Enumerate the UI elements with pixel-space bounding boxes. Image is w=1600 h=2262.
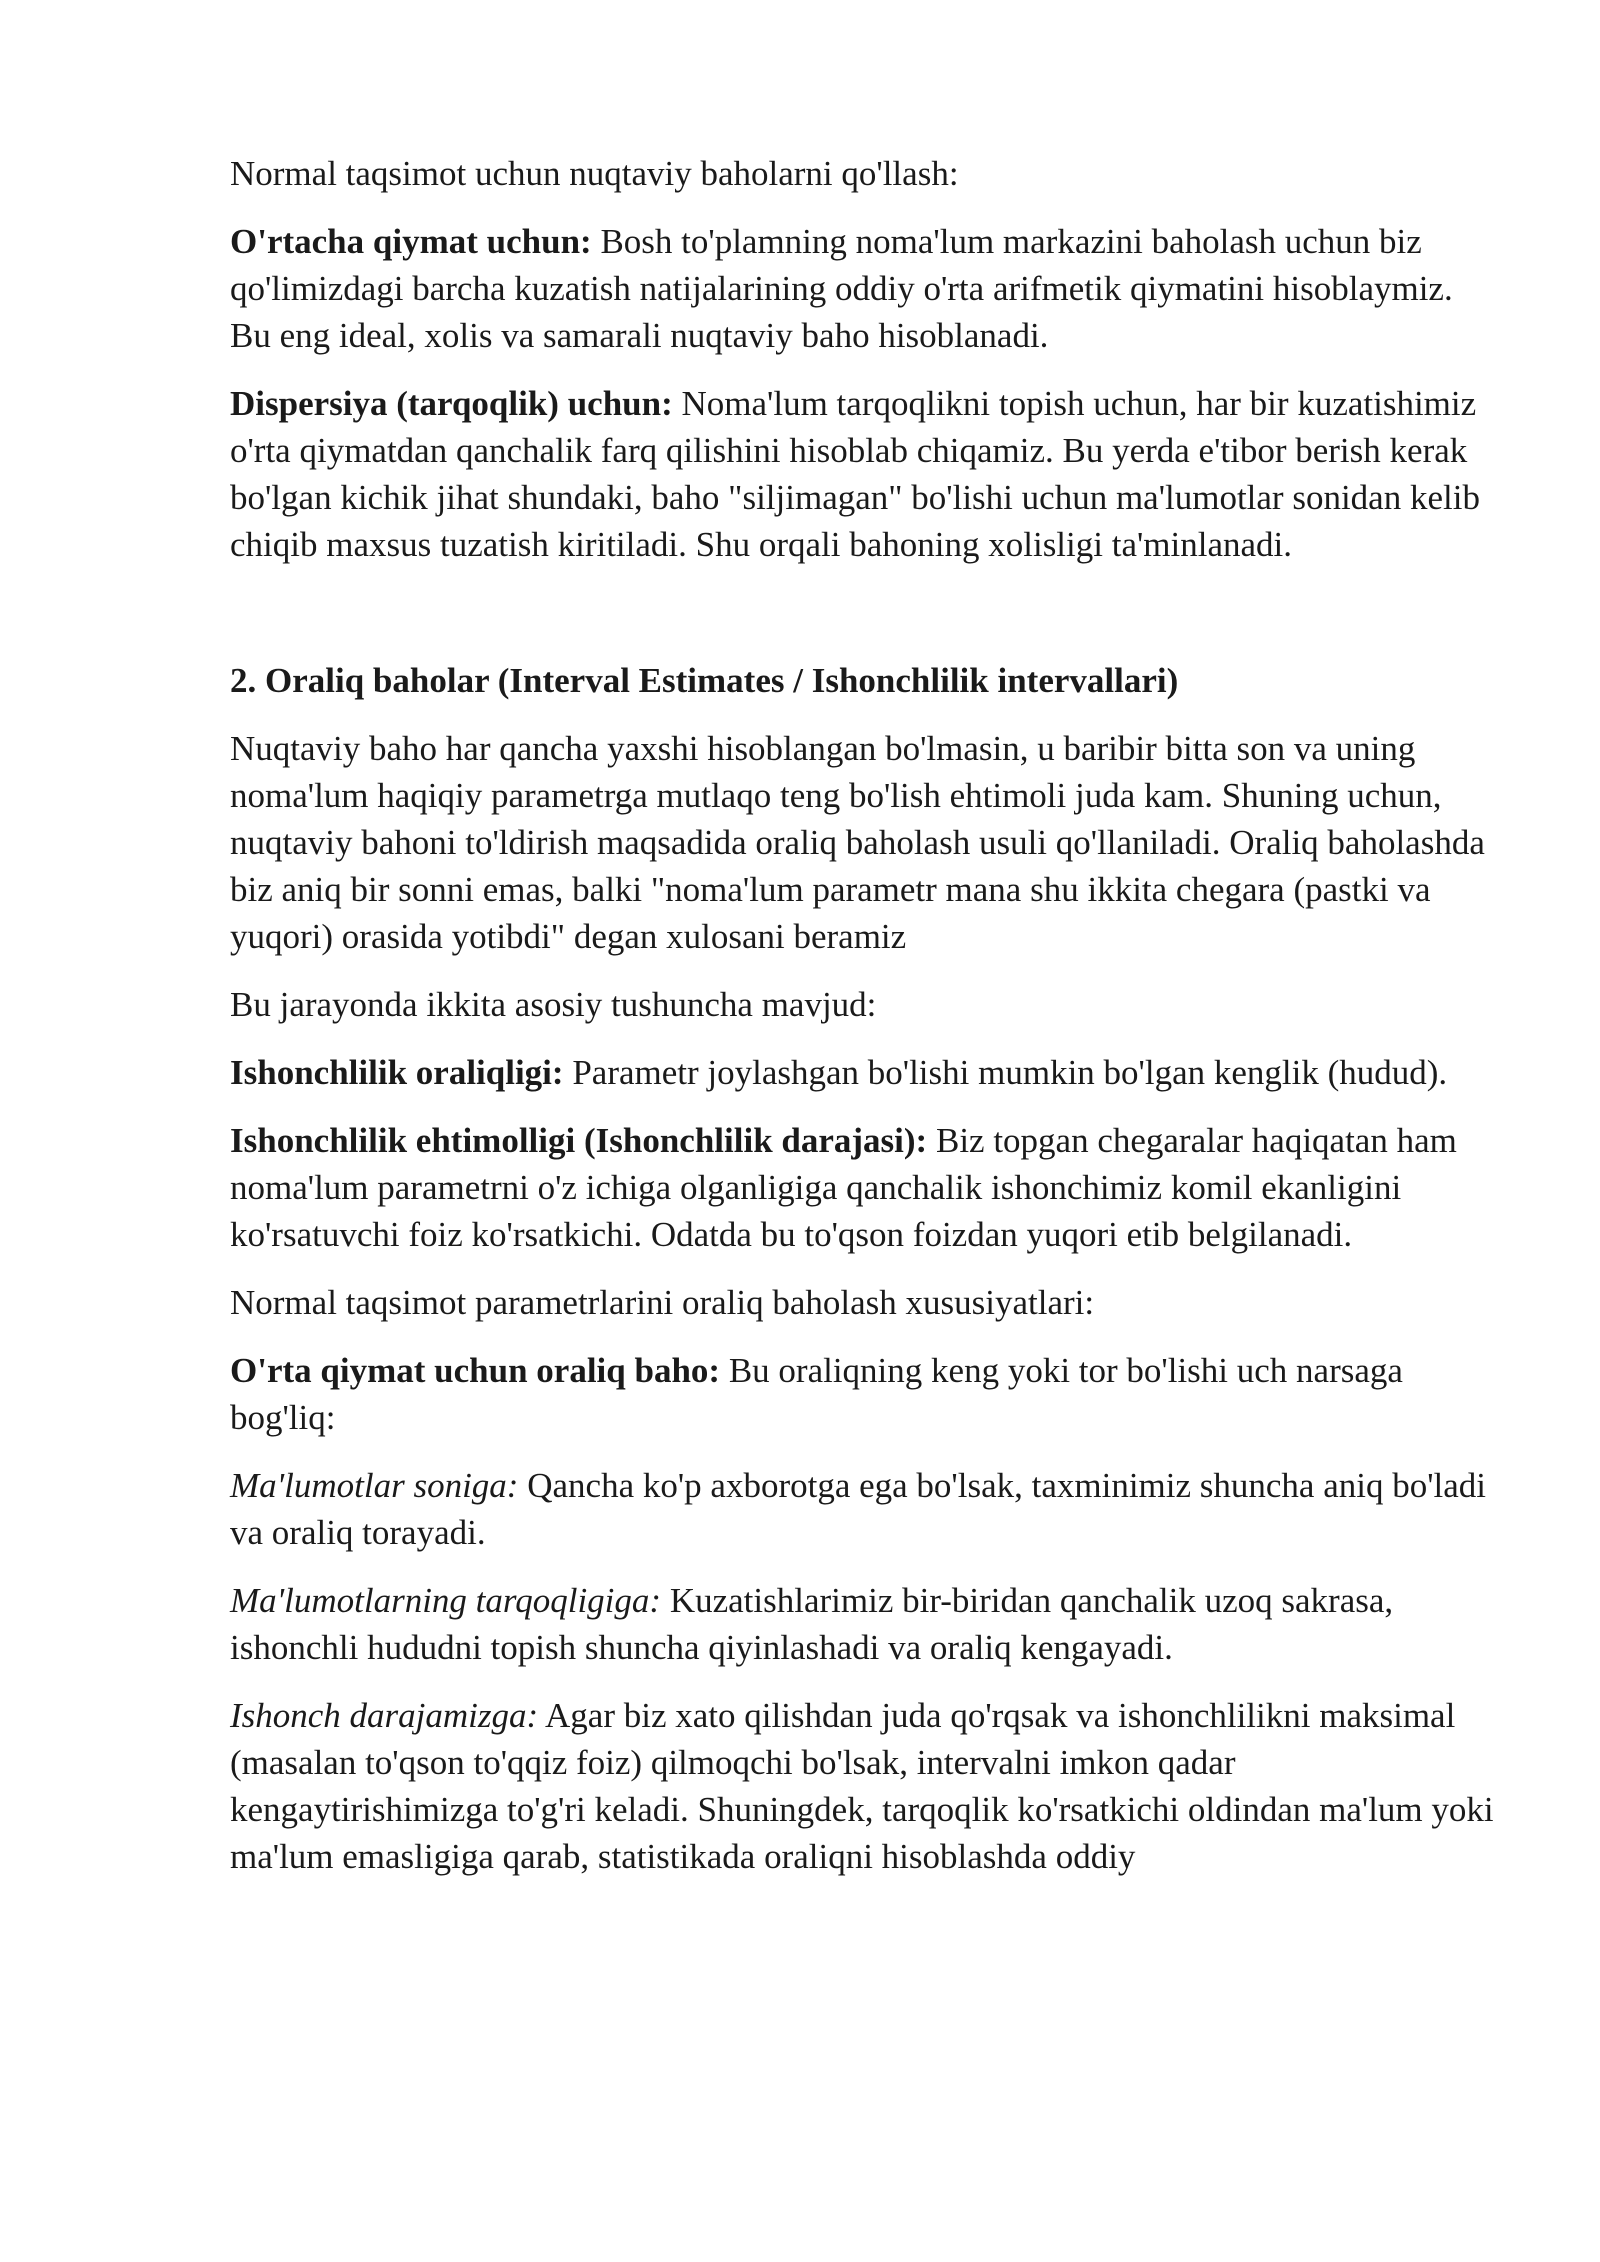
factor-sample-size-text: Qancha ko'p axborotga ega bo'lsak, taxminimiz shuncha aniq bo'ladi va oraliq torayadi.: [230, 1466, 1487, 1552]
mean-interval-label: O'rta qiymat uchun oraliq baho:: [230, 1351, 721, 1390]
mean-estimate-label: O'rtacha qiymat uchun:: [230, 222, 592, 261]
concepts-intro-paragraph: Bu jarayonda ikkita asosiy tushuncha mavjud:: [230, 985, 877, 1024]
mean-interval-text: Bu oraliqning keng yoki tor bo'lishi uch narsaga bog'liq:: [230, 1351, 1403, 1437]
mean-interval-paragraph: [230, 1347, 1500, 1441]
intro-paragraph: Normal taqsimot uchun nuqtaviy baholarni qo'llash:: [230, 154, 959, 193]
confidence-interval-paragraph: [230, 1049, 1500, 1096]
variance-estimate-label: Dispersiya (tarqoqlik) uchun:: [230, 384, 673, 423]
confidence-level-text: Biz topgan chegaralar haqiqatan ham noma'lum parametrni o'z ichiga olganligiga qanchalik ishonchimiz komil ekanligini ko'rsatuvchi foiz ko'rsatkichi. Odatda bu to'qson foizdan yuqori etib belgilanadi.: [230, 1121, 1457, 1254]
factor-sample-size-label: Ma'lumotlar soniga:: [230, 1466, 519, 1505]
factor-dispersion-paragraph: [230, 1577, 1500, 1671]
mean-estimate-paragraph: [230, 218, 1500, 359]
confidence-level-paragraph: [230, 1117, 1500, 1258]
factor-dispersion-text: Kuzatishlarimiz bir-biridan qanchalik uzoq sakrasa, ishonchli hududni topish shuncha qiyinlashadi va oraliq kengayadi.: [230, 1581, 1394, 1667]
variance-estimate-text: Noma'lum tarqoqlikni topish uchun, har bir kuzatishimiz o'rta qiymatdan qanchalik farq qilishini hisoblab chiqamiz. Bu yerda e'tibor berish kerak bo'lgan kichik jihat shundaki, baho "siljimagan" bo'lishi uchun ma'lumotlar sonidan kelib chiqib maxsus tuzatish kiritiladi. Shu orqali bahoning xolisligi ta'minlanadi.: [230, 384, 1480, 564]
mean-estimate-text: Bosh to'plamning noma'lum markazini baholash uchun biz qo'limizdagi barcha kuzatish natijalarining oddiy o'rta arifmetik qiymatini hisoblaymiz. Bu eng ideal, xolis va samarali nuqtaviy baho hisoblanadi.: [230, 222, 1453, 355]
factor-confidence-label: Ishonch darajamizga:: [230, 1696, 539, 1735]
factor-confidence-text: Agar biz xato qilishdan juda qo'rqsak va ishonchlilikni maksimal (masalan to'qson to'qqiz foiz) qilmoqchi bo'lsak, intervalni imkon qadar kengaytirishimizga to'g'ri keladi. Shuningdek, tarqoqlik ko'rsatkichi oldindan ma'lum yoki ma'lum emasligiga qarab, statistikada oraliqni hisoblashda oddiy: [230, 1696, 1494, 1876]
interval-intro-paragraph: Nuqtaviy baho har qancha yaxshi hisoblangan bo'lmasin, u baribir bitta son va uning noma'lum haqiqiy parametrga mutlaqo teng bo'lish ehtimoli juda kam. Shuning uchun, nuqtaviy bahoni to'ldirish maqsadida oraliq baholash usuli qo'llaniladi. Oraliq baholashda biz aniq bir sonni emas, balki "noma'lum parametr mana shu ikkita chegara (pastki va yuqori) orasida yotibdi" degan xulosani beramiz: [230, 729, 1485, 956]
confidence-interval-text: Parametr joylashgan bo'lishi mumkin bo'lgan kenglik (hudud).: [563, 1053, 1448, 1092]
variance-estimate-paragraph: [230, 380, 1500, 568]
section-heading: 2. Oraliq baholar (Interval Estimates / Ishonchlilik intervallari): [230, 661, 1179, 700]
confidence-level-label: Ishonchlilik ehtimolligi (Ishonchlilik darajasi):: [230, 1121, 928, 1160]
factor-sample-size-paragraph: [230, 1462, 1500, 1556]
confidence-interval-label: Ishonchlilik oraliqligi:: [230, 1053, 564, 1092]
properties-intro-paragraph: Normal taqsimot parametrlarini oraliq baholash xususiyatlari:: [230, 1283, 1095, 1322]
document-page: [230, 150, 1500, 1901]
section-spacer: [230, 589, 1500, 657]
factor-dispersion-label: Ma'lumotlarning tarqoqligiga:: [230, 1581, 662, 1620]
factor-confidence-paragraph: [230, 1692, 1500, 1880]
